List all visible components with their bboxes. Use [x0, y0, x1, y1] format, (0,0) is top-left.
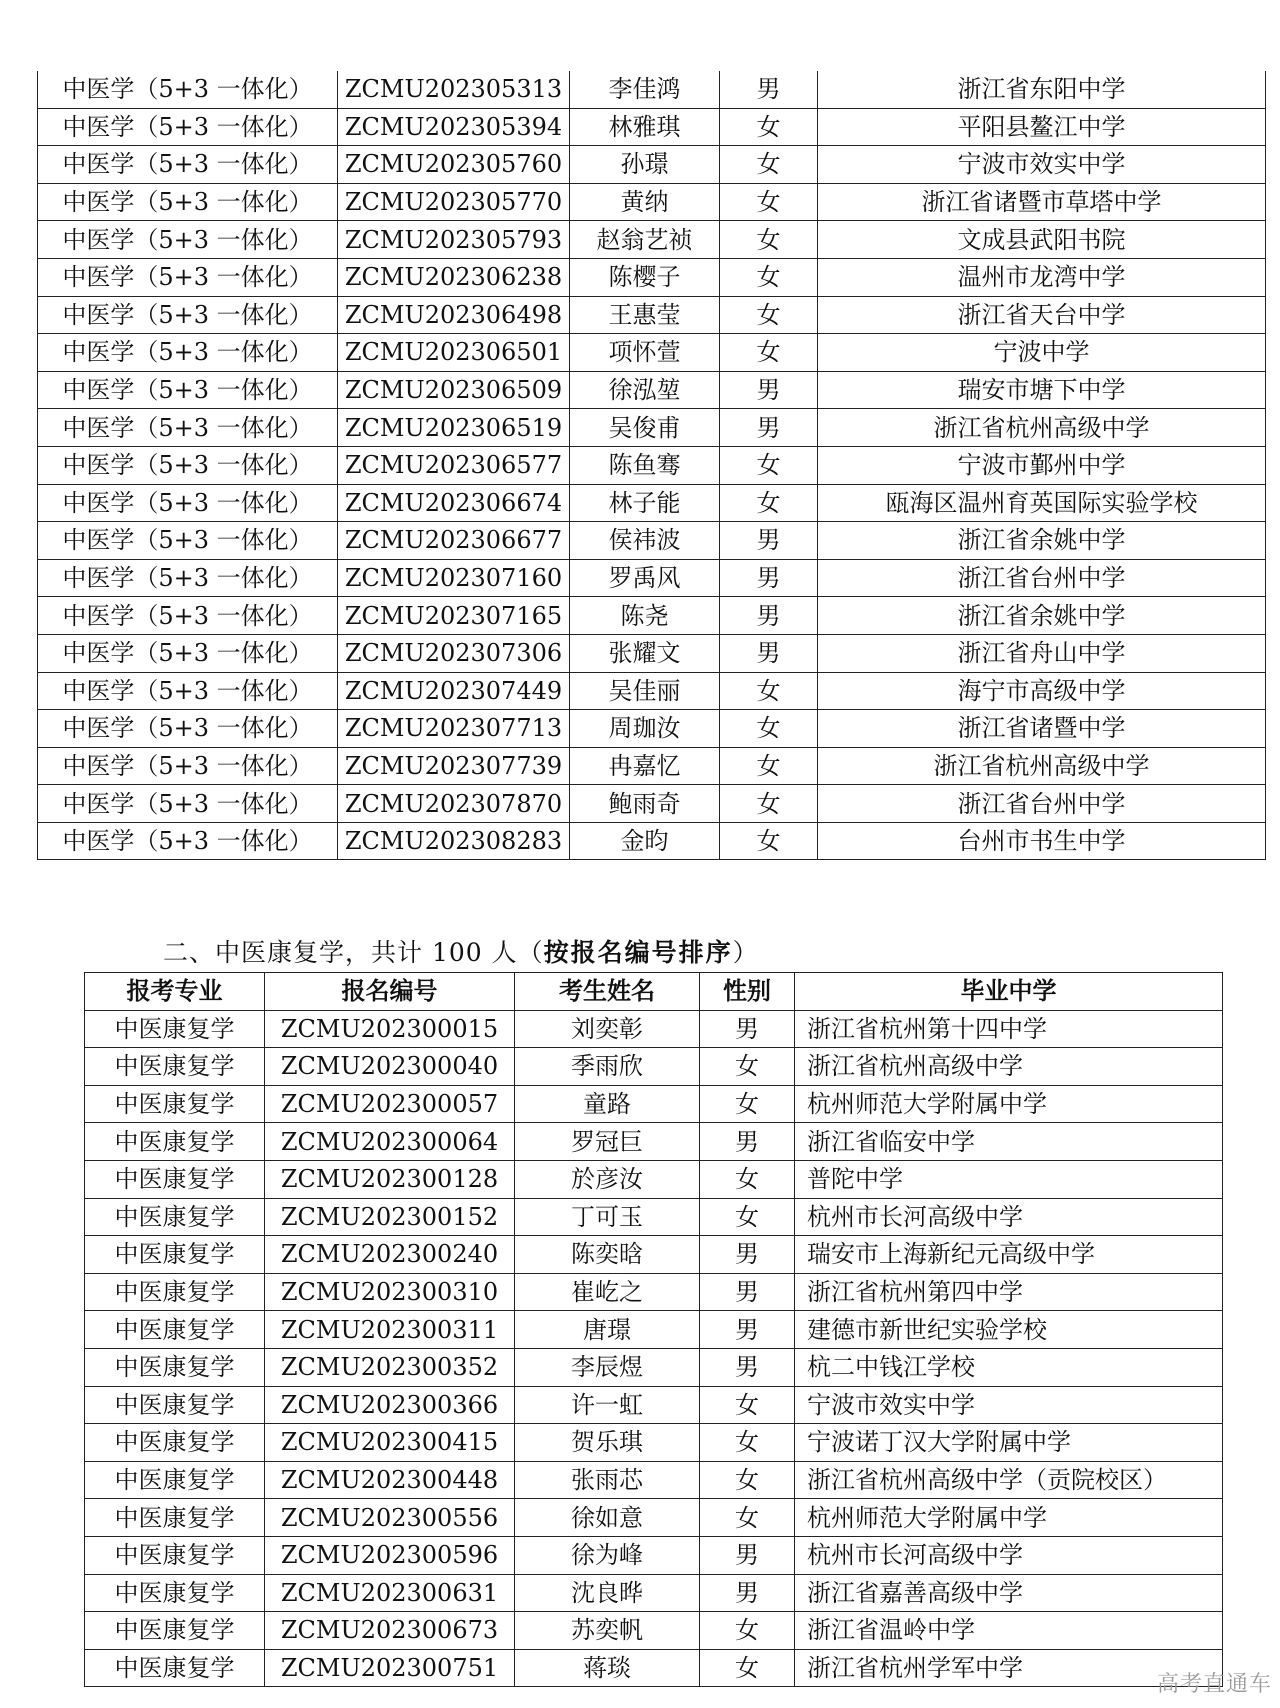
- gender-cell: 男: [700, 1536, 795, 1574]
- major-cell: 中医康复学: [85, 1574, 265, 1612]
- high-school-cell: 浙江省杭州高级中学: [795, 1048, 1223, 1086]
- student-name-cell: 周珈汝: [570, 710, 720, 748]
- major-cell: 中医学（5+3 一体化）: [38, 634, 338, 672]
- major-cell: 中医学（5+3 一体化）: [38, 183, 338, 221]
- student-name-cell: 徐泓堃: [570, 371, 720, 409]
- student-name-cell: 李佳鸿: [570, 71, 720, 108]
- section-heading: [163, 933, 759, 969]
- registration-no-cell: ZCMU202300366: [265, 1386, 515, 1424]
- high-school-cell: 建德市新世纪实验学校: [795, 1311, 1223, 1349]
- student-name-cell: 蒋琰: [515, 1649, 700, 1687]
- table-row: [38, 409, 1266, 447]
- high-school-cell: 杭州市长河高级中学: [795, 1536, 1223, 1574]
- major-cell: 中医康复学: [85, 1048, 265, 1086]
- registration-no-cell: ZCMU202300311: [265, 1311, 515, 1349]
- major-cell: 中医康复学: [85, 1386, 265, 1424]
- table-row: [85, 1010, 1223, 1048]
- student-name-cell: 徐为峰: [515, 1536, 700, 1574]
- table-row: [85, 1198, 1223, 1236]
- major-cell: 中医学（5+3 一体化）: [38, 484, 338, 522]
- major-cell: 中医康复学: [85, 1536, 265, 1574]
- table-row: [38, 108, 1266, 146]
- gender-cell: 男: [700, 1348, 795, 1386]
- student-name-cell: 吴俊甫: [570, 409, 720, 447]
- gender-cell: 男: [700, 1311, 795, 1349]
- high-school-cell: 浙江省诸暨市草塔中学: [818, 183, 1266, 221]
- student-name-cell: 苏奕帆: [515, 1612, 700, 1650]
- header-student-name: 考生姓名: [515, 973, 700, 1011]
- table-row: [38, 484, 1266, 522]
- gender-cell: 男: [720, 71, 818, 108]
- student-name-cell: 孙璟: [570, 146, 720, 184]
- registration-no-cell: ZCMU202307449: [338, 672, 570, 710]
- gender-cell: 女: [700, 1160, 795, 1198]
- gender-cell: 女: [720, 296, 818, 334]
- student-name-cell: 贺乐琪: [515, 1424, 700, 1462]
- registration-no-cell: ZCMU202305394: [338, 108, 570, 146]
- high-school-cell: 文成县武阳书院: [818, 221, 1266, 259]
- registration-no-cell: ZCMU202306509: [338, 371, 570, 409]
- section-heading-sort-note: 按报名编号排序: [543, 938, 733, 967]
- high-school-cell: 瓯海区温州育英国际实验学校: [818, 484, 1266, 522]
- major-cell: 中医康复学: [85, 1123, 265, 1161]
- gender-cell: 女: [720, 484, 818, 522]
- gender-cell: 女: [720, 146, 818, 184]
- gender-cell: 女: [720, 672, 818, 710]
- major-cell: 中医学（5+3 一体化）: [38, 221, 338, 259]
- registration-no-cell: ZCMU202306501: [338, 334, 570, 372]
- student-name-cell: 陈尧: [570, 597, 720, 635]
- table-row: [38, 822, 1266, 860]
- high-school-cell: 宁波诺丁汉大学附属中学: [795, 1424, 1223, 1462]
- student-name-cell: 张雨芯: [515, 1461, 700, 1499]
- student-name-cell: 李辰煜: [515, 1348, 700, 1386]
- gender-cell: 女: [700, 1386, 795, 1424]
- gender-cell: 男: [720, 559, 818, 597]
- student-name-cell: 赵翁艺祯: [570, 221, 720, 259]
- gender-cell: 女: [720, 822, 818, 860]
- major-cell: 中医康复学: [85, 1236, 265, 1274]
- major-cell: 中医康复学: [85, 1273, 265, 1311]
- high-school-cell: 平阳县鳌江中学: [818, 108, 1266, 146]
- student-name-cell: 罗冠巨: [515, 1123, 700, 1161]
- gender-cell: 女: [700, 1649, 795, 1687]
- table-body: [38, 71, 1266, 860]
- student-name-cell: 於彦汝: [515, 1160, 700, 1198]
- major-cell: 中医康复学: [85, 1424, 265, 1462]
- gender-cell: 女: [720, 785, 818, 823]
- high-school-cell: 台州市书生中学: [818, 822, 1266, 860]
- registration-no-cell: ZCMU202300596: [265, 1536, 515, 1574]
- gender-cell: 女: [700, 1198, 795, 1236]
- student-name-cell: 童路: [515, 1085, 700, 1123]
- major-cell: 中医学（5+3 一体化）: [38, 822, 338, 860]
- registration-no-cell: ZCMU202306519: [338, 409, 570, 447]
- registration-no-cell: ZCMU202305770: [338, 183, 570, 221]
- student-name-cell: 季雨欣: [515, 1048, 700, 1086]
- student-name-cell: 沈良晔: [515, 1574, 700, 1612]
- student-name-cell: 项怀萱: [570, 334, 720, 372]
- major-cell: 中医康复学: [85, 1348, 265, 1386]
- major-cell: 中医学（5+3 一体化）: [38, 597, 338, 635]
- major-cell: 中医康复学: [85, 1499, 265, 1537]
- gender-cell: 女: [720, 710, 818, 748]
- student-name-cell: 陈奕晗: [515, 1236, 700, 1274]
- student-name-cell: 徐如意: [515, 1499, 700, 1537]
- high-school-cell: 浙江省温岭中学: [795, 1612, 1223, 1650]
- table-body: [85, 1010, 1223, 1687]
- high-school-cell: 温州市龙湾中学: [818, 258, 1266, 296]
- gender-cell: 女: [720, 108, 818, 146]
- student-name-cell: 刘奕彰: [515, 1010, 700, 1048]
- student-name-cell: 罗禹风: [570, 559, 720, 597]
- high-school-cell: 宁波市效实中学: [818, 146, 1266, 184]
- student-name-cell: 林子能: [570, 484, 720, 522]
- registration-no-cell: ZCMU202308283: [338, 822, 570, 860]
- registration-no-cell: ZCMU202307713: [338, 710, 570, 748]
- high-school-cell: 瑞安市塘下中学: [818, 371, 1266, 409]
- high-school-cell: 浙江省台州中学: [818, 785, 1266, 823]
- student-name-cell: 唐璟: [515, 1311, 700, 1349]
- registration-no-cell: ZCMU202300015: [265, 1010, 515, 1048]
- table-row: [85, 1574, 1223, 1612]
- high-school-cell: 浙江省天台中学: [818, 296, 1266, 334]
- major-cell: 中医康复学: [85, 1160, 265, 1198]
- high-school-cell: 杭州市长河高级中学: [795, 1198, 1223, 1236]
- registration-no-cell: ZCMU202300310: [265, 1273, 515, 1311]
- gender-cell: 男: [720, 634, 818, 672]
- high-school-cell: 宁波市效实中学: [795, 1386, 1223, 1424]
- registration-no-cell: ZCMU202300040: [265, 1048, 515, 1086]
- gender-cell: 女: [700, 1499, 795, 1537]
- major-cell: 中医康复学: [85, 1010, 265, 1048]
- major-cell: 中医康复学: [85, 1649, 265, 1687]
- student-name-cell: 侯祎波: [570, 522, 720, 560]
- table-row: [85, 1612, 1223, 1650]
- major-cell: 中医学（5+3 一体化）: [38, 559, 338, 597]
- section-heading-close: ）: [732, 938, 759, 967]
- gender-cell: 男: [700, 1273, 795, 1311]
- gender-cell: 女: [700, 1424, 795, 1462]
- registration-no-cell: ZCMU202307160: [338, 559, 570, 597]
- table-row: [85, 1461, 1223, 1499]
- high-school-cell: 杭二中钱江学校: [795, 1348, 1223, 1386]
- registration-no-cell: ZCMU202300631: [265, 1574, 515, 1612]
- registration-no-cell: ZCMU202300057: [265, 1085, 515, 1123]
- high-school-cell: 浙江省诸暨中学: [818, 710, 1266, 748]
- table-row: [85, 1160, 1223, 1198]
- high-school-cell: 浙江省临安中学: [795, 1123, 1223, 1161]
- student-name-cell: 陈樱子: [570, 258, 720, 296]
- header-registration-no: 报名编号: [265, 973, 515, 1011]
- student-name-cell: 林雅琪: [570, 108, 720, 146]
- gender-cell: 女: [700, 1612, 795, 1650]
- student-name-cell: 黄纳: [570, 183, 720, 221]
- table-row: [85, 1311, 1223, 1349]
- table-row: [85, 1273, 1223, 1311]
- high-school-cell: 浙江省台州中学: [818, 559, 1266, 597]
- major-cell: 中医康复学: [85, 1085, 265, 1123]
- table-row: [85, 1424, 1223, 1462]
- table-row: [85, 1499, 1223, 1537]
- student-name-cell: 丁可玉: [515, 1198, 700, 1236]
- registration-no-cell: ZCMU202306677: [338, 522, 570, 560]
- table-row: [85, 1085, 1223, 1123]
- registration-no-cell: ZCMU202300415: [265, 1424, 515, 1462]
- header-high-school: 毕业中学: [795, 973, 1223, 1011]
- registration-no-cell: ZCMU202306498: [338, 296, 570, 334]
- gender-cell: 女: [720, 446, 818, 484]
- registration-no-cell: ZCMU202300673: [265, 1612, 515, 1650]
- header-major: 报考专业: [85, 973, 265, 1011]
- high-school-cell: 浙江省杭州高级中学（贡院校区）: [795, 1461, 1223, 1499]
- high-school-cell: 杭州师范大学附属中学: [795, 1085, 1223, 1123]
- registration-no-cell: ZCMU202306238: [338, 258, 570, 296]
- major-cell: 中医学（5+3 一体化）: [38, 371, 338, 409]
- major-cell: 中医康复学: [85, 1198, 265, 1236]
- high-school-cell: 宁波市鄞州中学: [818, 446, 1266, 484]
- major-cell: 中医学（5+3 一体化）: [38, 258, 338, 296]
- high-school-cell: 杭州师范大学附属中学: [795, 1499, 1223, 1537]
- table-row: [85, 1386, 1223, 1424]
- table-row: [38, 785, 1266, 823]
- major-cell: 中医学（5+3 一体化）: [38, 146, 338, 184]
- registration-no-cell: ZCMU202305760: [338, 146, 570, 184]
- registration-no-cell: ZCMU202300240: [265, 1236, 515, 1274]
- table-row: [85, 1123, 1223, 1161]
- major-cell: 中医学（5+3 一体化）: [38, 334, 338, 372]
- gender-cell: 男: [720, 371, 818, 409]
- high-school-cell: 浙江省东阳中学: [818, 71, 1266, 108]
- high-school-cell: 浙江省杭州高级中学: [818, 747, 1266, 785]
- student-name-cell: 吴佳丽: [570, 672, 720, 710]
- section-heading-text: 二、中医康复学，共计 100 人（: [163, 938, 544, 967]
- table-row: [38, 71, 1266, 108]
- high-school-cell: 浙江省杭州高级中学: [818, 409, 1266, 447]
- major-cell: 中医康复学: [85, 1612, 265, 1650]
- registration-no-cell: ZCMU202300352: [265, 1348, 515, 1386]
- gender-cell: 男: [720, 597, 818, 635]
- registration-no-cell: ZCMU202300448: [265, 1461, 515, 1499]
- registration-no-cell: ZCMU202305793: [338, 221, 570, 259]
- table-row: [38, 258, 1266, 296]
- table-row: [38, 559, 1266, 597]
- table-row: [38, 334, 1266, 372]
- gender-cell: 男: [720, 522, 818, 560]
- registration-no-cell: ZCMU202300064: [265, 1123, 515, 1161]
- high-school-cell: 海宁市高级中学: [818, 672, 1266, 710]
- table-row: [38, 146, 1266, 184]
- gender-cell: 女: [700, 1085, 795, 1123]
- high-school-cell: 浙江省杭州第十四中学: [795, 1010, 1223, 1048]
- watermark: 高考直通车: [1156, 1672, 1272, 1697]
- high-school-cell: 浙江省余姚中学: [818, 597, 1266, 635]
- student-name-cell: 冉嘉忆: [570, 747, 720, 785]
- registration-no-cell: ZCMU202307306: [338, 634, 570, 672]
- table-row: [38, 747, 1266, 785]
- registration-no-cell: ZCMU202307870: [338, 785, 570, 823]
- table-row: [38, 634, 1266, 672]
- student-name-cell: 鲍雨奇: [570, 785, 720, 823]
- registration-no-cell: ZCMU202300152: [265, 1198, 515, 1236]
- high-school-cell: 宁波中学: [818, 334, 1266, 372]
- high-school-cell: 浙江省嘉善高级中学: [795, 1574, 1223, 1612]
- major-cell: 中医学（5+3 一体化）: [38, 710, 338, 748]
- student-name-cell: 王惠莹: [570, 296, 720, 334]
- major-cell: 中医康复学: [85, 1461, 265, 1499]
- table-row: [85, 1536, 1223, 1574]
- student-name-cell: 张耀文: [570, 634, 720, 672]
- table-row: [38, 597, 1266, 635]
- table-row: [38, 221, 1266, 259]
- registration-no-cell: ZCMU202306577: [338, 446, 570, 484]
- high-school-cell: 浙江省杭州学军中学: [795, 1649, 1223, 1687]
- registration-no-cell: ZCMU202300751: [265, 1649, 515, 1687]
- header-gender: 性别: [700, 973, 795, 1011]
- admission-table-tcm-5plus3: [37, 71, 1266, 860]
- admission-table-tcm-rehabilitation: [84, 972, 1223, 1687]
- table-row: [85, 1236, 1223, 1274]
- table-row: [38, 296, 1266, 334]
- high-school-cell: 浙江省杭州第四中学: [795, 1273, 1223, 1311]
- registration-no-cell: ZCMU202300128: [265, 1160, 515, 1198]
- table-header-row: [85, 973, 1223, 1011]
- major-cell: 中医学（5+3 一体化）: [38, 71, 338, 108]
- registration-no-cell: ZCMU202307739: [338, 747, 570, 785]
- gender-cell: 女: [700, 1048, 795, 1086]
- gender-cell: 女: [720, 183, 818, 221]
- registration-no-cell: ZCMU202306674: [338, 484, 570, 522]
- table-row: [85, 1348, 1223, 1386]
- major-cell: 中医学（5+3 一体化）: [38, 785, 338, 823]
- table-row: [38, 183, 1266, 221]
- student-name-cell: 金昀: [570, 822, 720, 860]
- table-row: [85, 1048, 1223, 1086]
- gender-cell: 女: [720, 334, 818, 372]
- table-row: [85, 1649, 1223, 1687]
- high-school-cell: 浙江省余姚中学: [818, 522, 1266, 560]
- student-name-cell: 陈鱼骞: [570, 446, 720, 484]
- gender-cell: 男: [720, 409, 818, 447]
- gender-cell: 女: [720, 258, 818, 296]
- student-name-cell: 许一虹: [515, 1386, 700, 1424]
- registration-no-cell: ZCMU202300556: [265, 1499, 515, 1537]
- major-cell: 中医学（5+3 一体化）: [38, 522, 338, 560]
- major-cell: 中医学（5+3 一体化）: [38, 672, 338, 710]
- table-row: [38, 522, 1266, 560]
- major-cell: 中医学（5+3 一体化）: [38, 409, 338, 447]
- major-cell: 中医康复学: [85, 1311, 265, 1349]
- registration-no-cell: ZCMU202307165: [338, 597, 570, 635]
- table-row: [38, 672, 1266, 710]
- gender-cell: 女: [720, 747, 818, 785]
- gender-cell: 女: [720, 221, 818, 259]
- gender-cell: 男: [700, 1236, 795, 1274]
- major-cell: 中医学（5+3 一体化）: [38, 296, 338, 334]
- major-cell: 中医学（5+3 一体化）: [38, 747, 338, 785]
- table-row: [38, 446, 1266, 484]
- gender-cell: 男: [700, 1123, 795, 1161]
- major-cell: 中医学（5+3 一体化）: [38, 446, 338, 484]
- table-row: [38, 371, 1266, 409]
- gender-cell: 男: [700, 1010, 795, 1048]
- high-school-cell: 瑞安市上海新纪元高级中学: [795, 1236, 1223, 1274]
- high-school-cell: 浙江省舟山中学: [818, 634, 1266, 672]
- table-row: [38, 710, 1266, 748]
- major-cell: 中医学（5+3 一体化）: [38, 108, 338, 146]
- student-name-cell: 崔屹之: [515, 1273, 700, 1311]
- high-school-cell: 普陀中学: [795, 1160, 1223, 1198]
- gender-cell: 男: [700, 1574, 795, 1612]
- registration-no-cell: ZCMU202305313: [338, 71, 570, 108]
- gender-cell: 女: [700, 1461, 795, 1499]
